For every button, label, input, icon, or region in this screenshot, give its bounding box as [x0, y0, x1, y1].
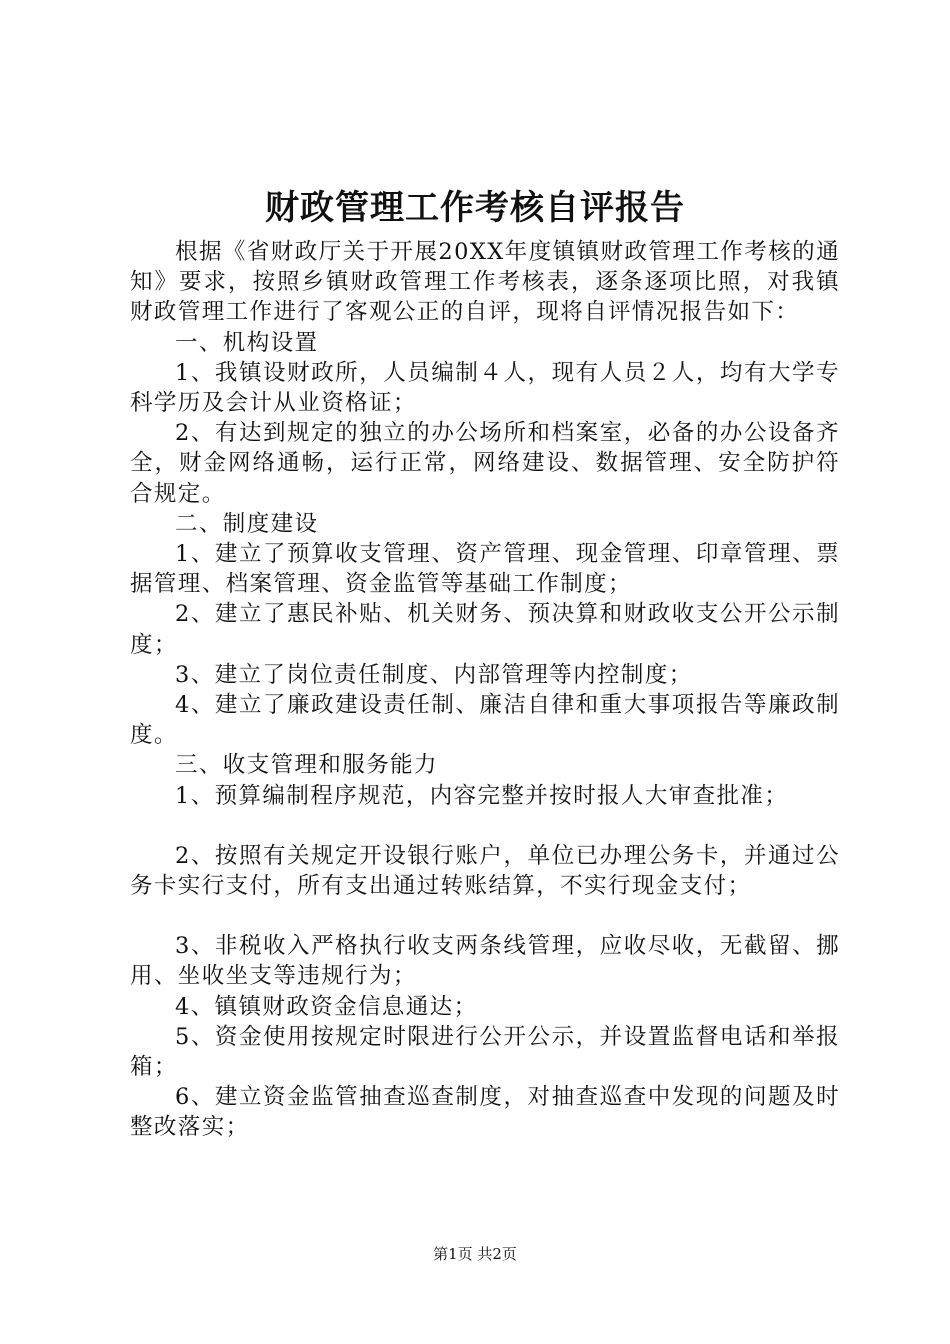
intro-paragraph: 根据《省财政厅关于开展20XX年度镇镇财政管理工作考核的通知》要求，按照乡镇财政管理工作考核表，逐条逐项比照，对我镇财政管理工作进行了客观公正的自评，现将自评情况报告如下： — [130, 239, 840, 326]
section-heading-system: 二、制度建设 — [175, 510, 319, 537]
section-heading-management: 三、收支管理和服务能力 — [175, 752, 438, 779]
paragraph-management-6: 6、建立资金监管抽查巡查制度，对抽查巡查中发现的问题及时整改落实； — [130, 1084, 840, 1141]
paragraph-organization-2: 2、有达到规定的独立的办公场所和档案室，必备的办公设备齐全，财金网络通畅，运行正常，网络建设、数据管理、安全防护符合规定。 — [130, 420, 840, 507]
document-title: 财政管理工作考核自评报告 — [265, 188, 685, 228]
paragraph-system-4: 4、建立了廉政建设责任制、廉洁自律和重大事项报告等廉政制度。 — [130, 692, 840, 749]
paragraph-management-5: 5、资金使用按规定时限进行公开公示，并设置监督电话和举报箱； — [130, 1023, 840, 1081]
paragraph-system-1: 1、建立了预算收支管理、资产管理、现金管理、印章管理、票据管理、档案管理、资金监管等基础工作制度； — [130, 541, 840, 598]
paragraph-management-4: 4、镇镇财政资金信息通达； — [175, 993, 478, 1020]
paragraph-management-2: 2、按照有关规定开设银行账户，单位已办理公务卡，并通过公务卡实行支付，所有支出通过转账结算，不实行现金支付； — [130, 842, 840, 900]
paragraph-management-3: 3、非税收入严格执行收支两条线管理，应收尽收，无截留、挪用、坐收坐支等违规行为； — [130, 933, 840, 990]
paragraph-system-2: 2、建立了惠民补贴、机关财务、预决算和财政收支公开公示制度； — [130, 601, 840, 658]
section-heading-organization: 一、机构设置 — [175, 329, 319, 356]
document-body — [130, 237, 840, 1143]
paragraph-organization-1: 1、我镇设财政所，人员编制４人，现有人员２人，均有大学专科学历及会计从业资格证； — [130, 359, 840, 417]
paragraph-system-3: 3、建立了岗位责任制度、内部管理等内控制度； — [175, 661, 693, 688]
paragraph-management-1: 1、预算编制程序规范，内容完整并按时报人大审查批准； — [175, 782, 789, 809]
page-number-footer: 第1页 共2页 — [433, 1245, 517, 1263]
